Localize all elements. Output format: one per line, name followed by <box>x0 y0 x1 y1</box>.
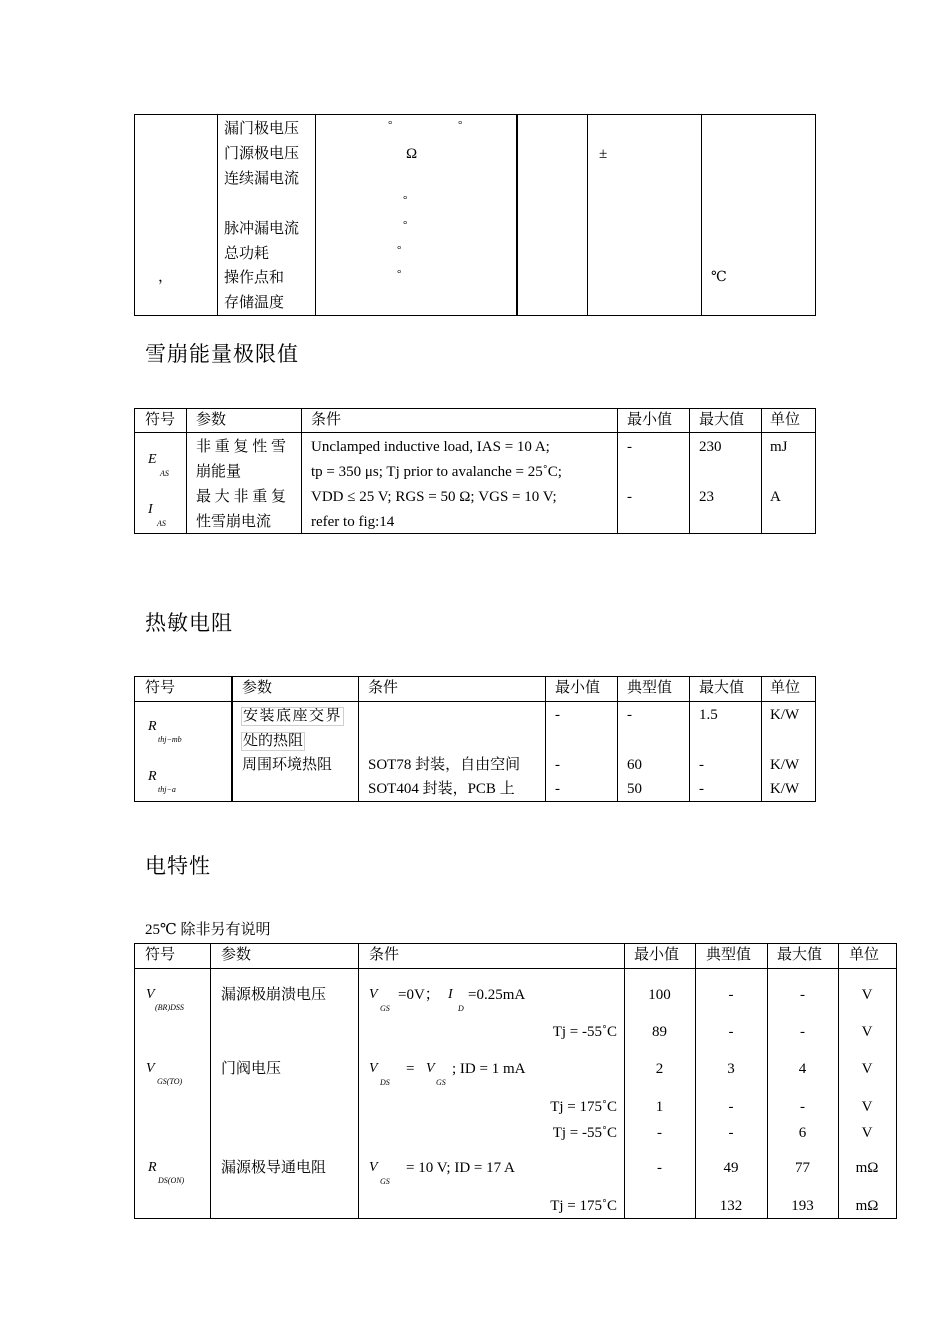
max-value: 230 <box>699 439 722 455</box>
param-label: 安装底座交界 <box>243 708 343 724</box>
section-title-thermal: 热敏电阻 <box>145 611 233 635</box>
condition-line: SOT404 封装，PCB 上 <box>368 781 515 797</box>
max-value: 23 <box>699 489 714 505</box>
condition-line: = <box>406 1061 415 1077</box>
unit-value: V <box>861 1099 873 1115</box>
header-symbol: 符号 <box>145 947 176 963</box>
min-value: - <box>657 1160 662 1176</box>
condition-line: Unclamped inductive load, IAS = 10 A; <box>311 439 550 455</box>
typ-value: 3 <box>727 1061 735 1077</box>
header-unit: 单位 <box>770 412 801 428</box>
header-param: 参数 <box>221 947 252 963</box>
min-value: - <box>657 1125 662 1141</box>
min-value: - <box>555 707 560 723</box>
symbol-rthj-mb: R <box>148 719 157 734</box>
header-typ: 典型值 <box>706 947 752 963</box>
max-value: 4 <box>798 1061 807 1077</box>
param-label: 门源极电压 <box>224 146 300 162</box>
degree-mark: ° <box>397 268 402 280</box>
unit-value: A <box>770 489 781 505</box>
condition-line: ; ID = 1 mA <box>452 1061 526 1077</box>
typ-value: 60 <box>627 757 642 773</box>
symbol-vgsto-sub: GS(TO) <box>157 1077 183 1086</box>
min-value: - <box>555 781 560 797</box>
max-value: - <box>699 781 704 797</box>
symbol-rthj-a-sub: thj−a <box>158 785 176 794</box>
comma-mark: ， <box>158 269 174 285</box>
cond-symbol: V <box>369 1061 378 1076</box>
header-min: 最小值 <box>627 412 673 428</box>
min-value: 1 <box>655 1099 664 1115</box>
unit-value: V <box>861 1024 873 1040</box>
typ-value: - <box>728 987 734 1003</box>
max-value: 77 <box>795 1160 810 1176</box>
min-value: 89 <box>652 1024 667 1040</box>
condition-line: tp = 350 μs; Tj prior to avalanche = 25˚C; <box>311 464 562 480</box>
header-condition: 条件 <box>369 947 400 963</box>
max-value: - <box>800 987 805 1003</box>
param-label: 性雪崩电流 <box>196 514 272 530</box>
cond-symbol-sub: GS <box>436 1078 446 1087</box>
typ-value: - <box>728 1024 734 1040</box>
unit-value: K/W <box>770 707 800 723</box>
param-label: 崩能量 <box>196 464 242 480</box>
param-label: 存储温度 <box>224 295 285 311</box>
condition-line: refer to fig:14 <box>311 514 395 530</box>
degree-mark: ° <box>458 119 463 131</box>
degree-mark: ° <box>388 119 393 131</box>
header-param: 参数 <box>196 412 227 428</box>
param-label: 最 大 非 重 复 <box>196 489 287 505</box>
max-value: 1.5 <box>699 707 718 723</box>
header-min: 最小值 <box>555 680 601 696</box>
symbol-vgsto: V <box>146 1061 155 1076</box>
typ-value: 50 <box>627 781 642 797</box>
unit-value: mJ <box>770 439 788 455</box>
param-label: 漏门极电压 <box>224 121 300 137</box>
typ-value: - <box>728 1125 734 1141</box>
header-unit: 单位 <box>770 680 801 696</box>
condition-line: Tj = -55˚C <box>552 1024 617 1040</box>
unit-value: mΩ <box>855 1160 879 1176</box>
header-typ: 典型值 <box>627 680 673 696</box>
plus-minus-symbol: ± <box>599 146 608 162</box>
symbol-rdson: R <box>148 1160 157 1175</box>
condition-line: =0.25mA <box>468 987 526 1003</box>
unit-value: V <box>861 1061 873 1077</box>
electrical-note: 25℃ 除非另有说明 <box>145 922 271 938</box>
symbol-eas-sub: AS <box>160 469 169 478</box>
header-symbol: 符号 <box>145 680 176 696</box>
param-label: 处的热阻 <box>243 733 304 749</box>
typ-value: - <box>627 707 632 723</box>
cond-symbol-sub: GS <box>380 1177 390 1186</box>
max-value: 6 <box>798 1125 807 1141</box>
omega-symbol: Ω <box>406 146 418 162</box>
param-label: 漏源极崩溃电压 <box>221 987 327 1003</box>
symbol-rdson-sub: DS(ON) <box>158 1176 185 1185</box>
condition-line: =0V； <box>398 987 440 1003</box>
header-min: 最小值 <box>634 947 680 963</box>
symbol-rthj-mb-sub: thj−mb <box>158 735 182 744</box>
typ-value: 49 <box>723 1160 739 1176</box>
param-label: 操作点和 <box>224 270 285 286</box>
max-value: 193 <box>791 1198 814 1214</box>
symbol-eas: E <box>148 452 157 467</box>
param-label: 连续漏电流 <box>224 171 300 187</box>
condition-line: Tj = 175˚C <box>550 1099 617 1115</box>
unit-value: V <box>861 1125 873 1141</box>
header-max: 最大值 <box>699 412 745 428</box>
condition-line: SOT78 封装，自由空间 <box>368 757 521 773</box>
cond-symbol: I <box>448 987 453 1002</box>
min-value: - <box>627 489 632 505</box>
condition-line: VDD ≤ 25 V; RGS = 50 Ω; VGS = 10 V; <box>311 489 557 505</box>
degree-mark: ° <box>403 219 408 231</box>
min-value: 100 <box>648 987 671 1003</box>
header-param: 参数 <box>242 680 273 696</box>
header-unit: 单位 <box>849 947 880 963</box>
header-symbol: 符号 <box>145 412 176 428</box>
unit-value: mΩ <box>855 1198 879 1214</box>
unit-value: V <box>861 987 873 1003</box>
section-title-electrical: 电特性 <box>145 854 211 878</box>
param-label: 非 重 复 性 雪 <box>196 439 287 455</box>
typ-value: 132 <box>719 1198 743 1214</box>
symbol-vbrdss-sub: (BR)DSS <box>155 1003 184 1012</box>
condition-line: = 10 V; ID = 17 A <box>406 1160 515 1176</box>
cond-symbol: V <box>369 987 378 1002</box>
param-label: 总功耗 <box>224 246 270 262</box>
symbol-rthj-a: R <box>148 769 157 784</box>
section-title-avalanche: 雪崩能量极限值 <box>145 342 299 366</box>
cond-symbol-sub: DS <box>380 1078 390 1087</box>
header-max: 最大值 <box>777 947 823 963</box>
cond-symbol: V <box>369 1160 378 1175</box>
param-label: 门阀电压 <box>221 1061 282 1077</box>
symbol-vbrdss: V <box>146 987 155 1002</box>
symbol-ias-sub: AS <box>157 519 166 528</box>
min-value: - <box>627 439 632 455</box>
condition-line: Tj = -55˚C <box>552 1125 617 1141</box>
min-value: 2 <box>655 1061 664 1077</box>
cond-symbol: V <box>426 1061 435 1076</box>
degree-mark: ° <box>397 244 402 256</box>
condition-line: Tj = 175˚C <box>550 1198 617 1214</box>
unit-value: K/W <box>770 781 800 797</box>
header-condition: 条件 <box>368 680 399 696</box>
min-value: - <box>555 757 560 773</box>
typ-value: - <box>728 1099 734 1115</box>
unit-value: K/W <box>770 757 800 773</box>
max-value: - <box>800 1024 805 1040</box>
max-value: - <box>800 1099 805 1115</box>
symbol-ias: I <box>148 502 153 517</box>
param-label: 周围环境热阻 <box>242 757 333 773</box>
param-label: 脉冲漏电流 <box>224 221 300 237</box>
cond-symbol-sub: GS <box>380 1004 390 1013</box>
header-max: 最大值 <box>699 680 745 696</box>
header-condition: 条件 <box>311 412 342 428</box>
degree-mark: ° <box>403 194 408 206</box>
param-label: 漏源极导通电阻 <box>221 1160 327 1176</box>
cond-symbol-sub: D <box>458 1004 464 1013</box>
max-value: - <box>699 757 704 773</box>
celsius-symbol: ℃ <box>711 270 727 285</box>
